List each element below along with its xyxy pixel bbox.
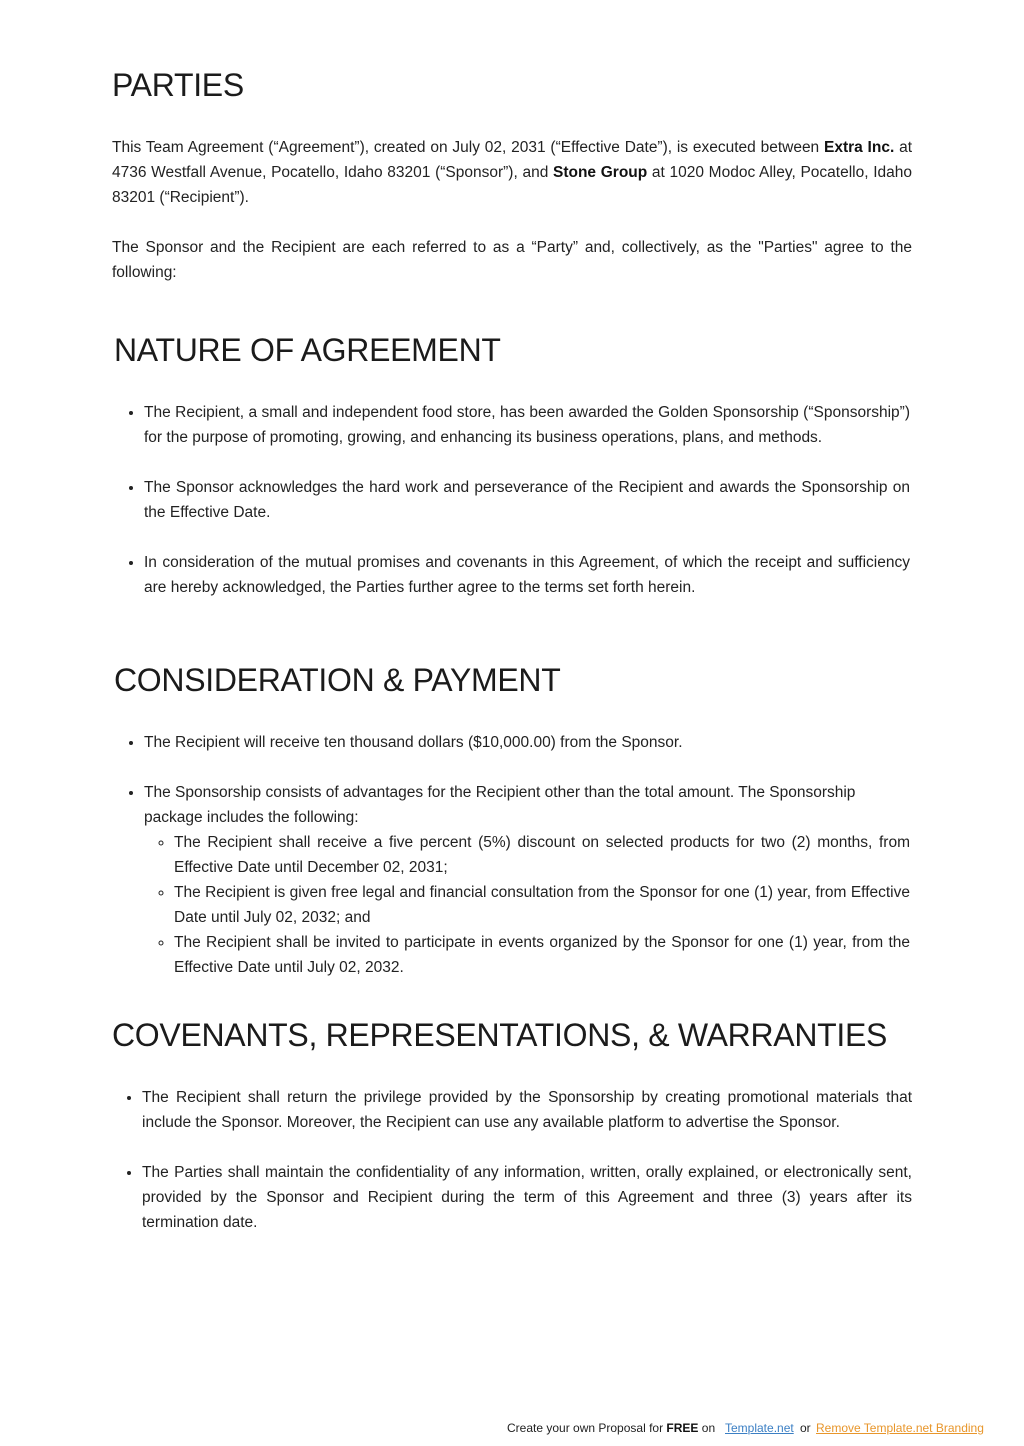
recipient-name: Stone Group xyxy=(553,164,648,181)
footer-or: or xyxy=(800,1421,811,1435)
covenants-list xyxy=(112,1085,912,1235)
sublist-item: ◦ The Recipient is given free legal and financial consultation from the Sponsor for one (1) year, from Effective Date until July 02, 2032; and xyxy=(174,880,910,930)
template-net-link[interactable]: Template.net xyxy=(725,1421,794,1435)
parties-paragraph-1 xyxy=(112,135,912,210)
list-item: • The Parties shall maintain the confidentiality of any information, written, orally explained, or electronically sent, provided by the Sponsor and Recipient during the term of this Agreement and three (3) years after its termination date. xyxy=(142,1160,912,1235)
list-item-text: • The Sponsorship consists of advantages for the Recipient other than the total amount. The Sponsorship package includes the following: xyxy=(144,784,856,826)
footer-text xyxy=(507,1418,715,1438)
nature-list xyxy=(112,400,910,600)
sponsor-name: Extra Inc. xyxy=(823,139,895,156)
footer-text-b: on xyxy=(698,1421,716,1435)
sublist-item: ◦ The Recipient shall be invited to participate in events organized by the Sponsor for one (1) year, from the Effective Date until July 02, 2032. xyxy=(174,930,910,980)
sublist-item: ◦ The Recipient shall receive a five percent (5%) discount on selected products for two (2) months, from Effective Date until December 02, 2031; xyxy=(174,830,910,880)
parties-text-c: at 1020 Modoc Alley, Pocatello, Idaho 83201 (“Recipient”). xyxy=(112,164,912,206)
list-item: • The Sponsor acknowledges the hard work and perseverance of the Recipient and awards the Sponsorship on the Effective Date. xyxy=(144,475,910,525)
footer-text-a: Create your own Proposal for xyxy=(507,1421,667,1435)
heading-nature-of-agreement: NATURE OF AGREEMENT xyxy=(114,332,501,368)
parties-paragraph-2: The Sponsor and the Recipient are each referred to as a “Party” and, collectively, as the "Parties" agree to the following: xyxy=(112,239,912,281)
list-item: • The Recipient shall return the privilege provided by the Sponsorship by creating promotional materials that include the Sponsor. Moreover, the Recipient can use any available platform to advertise the Sponsor. xyxy=(142,1085,912,1135)
heading-parties: PARTIES xyxy=(112,67,244,103)
package-sublist xyxy=(144,830,910,980)
list-item: • The Recipient, a small and independent food store, has been awarded the Golden Sponsorship (“Sponsorship”) for the purpose of promoting, growing, and enhancing its business operations, plans, and methods. xyxy=(144,400,910,450)
footer-free: FREE xyxy=(666,1421,699,1435)
remove-branding-link[interactable]: Remove Template.net Branding xyxy=(816,1421,984,1435)
list-item xyxy=(144,780,910,980)
footer-branding xyxy=(0,1418,1024,1438)
parties-text-b: at 4736 Westfall Avenue, Pocatello, Idaho 83201 (“Sponsor”), and xyxy=(112,139,912,181)
consideration-list xyxy=(112,730,910,980)
heading-covenants: COVENANTS, REPRESENTATIONS, & WARRANTIES xyxy=(112,1017,888,1053)
parties-text-a: This Team Agreement (“Agreement”), created on July 02, 2031 (“Effective Date”), is executed between xyxy=(112,139,824,156)
list-item: • The Recipient will receive ten thousand dollars ($10,000.00) from the Sponsor. xyxy=(144,730,910,755)
heading-consideration-payment: CONSIDERATION & PAYMENT xyxy=(114,662,561,698)
list-item: • In consideration of the mutual promises and covenants in this Agreement, of which the receipt and sufficiency are hereby acknowledged, the Parties further agree to the terms set forth herein. xyxy=(144,550,910,600)
